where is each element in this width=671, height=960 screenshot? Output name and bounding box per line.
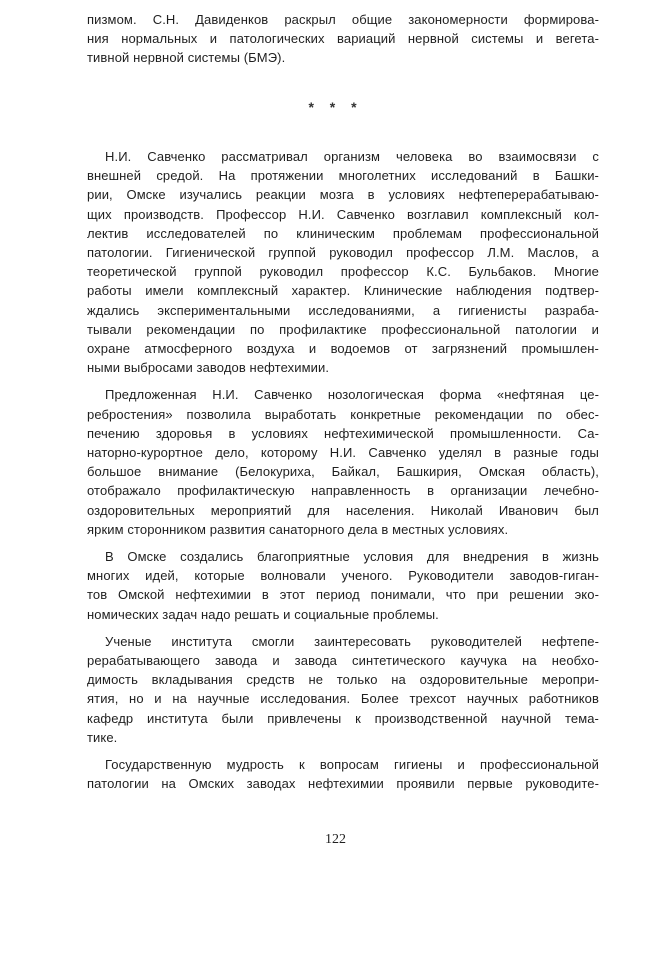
paragraph-4: [87, 632, 599, 747]
text-line: щих производств. Профессор Н.И. Савченко возглавил комплексный кол-: [87, 206, 599, 222]
text-line: тов Омской нефтехимии в этот период понимали, что при решении эко-: [87, 587, 599, 603]
text-line: тике.: [87, 729, 118, 745]
text-line: димость вкладывания средств не только на оздоровительные меропри-: [87, 672, 599, 688]
text-line: номических задач надо решать и социальные проблемы.: [87, 606, 439, 622]
text-line: ными выбросами заводов нефтехимии.: [87, 360, 330, 376]
text-line: ятия, но и на научные исследования. Более трехсот научных работников: [87, 691, 599, 707]
text-line: отображало профилактическую направленность в организации лечебно-: [87, 483, 599, 499]
section-separator: * * *: [308, 99, 363, 115]
text-line: Государственную мудрость к вопросам гигиены и профессиональной: [105, 757, 599, 773]
text-line: кафедр института были привлечены к производственной научной тема-: [87, 710, 599, 726]
text-line: многих идей, которые волновали ученого. Руководители заводов-гиган-: [87, 568, 599, 584]
text-line: печению здоровья в условиях нефтехимической промышленности. Са-: [87, 425, 599, 441]
text-line: ния нормальных и патологических вариаций нервной системы и вегета-: [87, 31, 599, 47]
text-line: тывали рекомендации по профилактике профессиональной патологии и: [87, 321, 599, 337]
text-line: Н.И. Савченко рассматривал организм человека во взаимосвязи с: [105, 149, 599, 164]
text-line: ребростения» позволила выработать конкретные рекомендации по обес-: [87, 406, 599, 422]
paragraph-5: [87, 755, 599, 793]
main-text: [87, 147, 599, 794]
paragraph-3: [87, 547, 599, 624]
text-line: Предложенная Н.И. Савченко нозологическая форма «нефтяная це-: [105, 387, 599, 403]
top-paragraph: [87, 10, 599, 68]
text-line: В Омске создались благоприятные условия для внедрения в жизнь: [105, 549, 599, 565]
text-line: патологии. Гигиенической группой руководил профессор Л.М. Маслов, а: [87, 245, 599, 261]
text-line: работы имели комплексный характер. Клинические наблюдения подтвер-: [87, 283, 599, 299]
paragraph-2: [87, 385, 599, 539]
text-line: патологии на Омских заводах нефтехимии проявили первые руководите-: [87, 776, 599, 792]
text-line: ждались экспериментальными исследованиями, а гигиенисты разраба-: [87, 302, 599, 318]
text-line: Ученые института смогли заинтересовать руководителей нефтепе-: [105, 633, 599, 649]
text-line: тивной нервной системы (БМЭ).: [87, 50, 286, 66]
text-line: лектив исследователей по клиническим проблемам профессиональной: [87, 225, 599, 241]
text-line: теоретической группой руководил профессор К.С. Бульбаков. Многие: [87, 264, 599, 280]
page-number: 122: [325, 832, 346, 847]
text-line: ярким сторонником развития санаторного дела в местных условиях.: [87, 521, 509, 537]
text-line: наторно-курортное дело, которому Н.И. Савченко уделял в разные годы: [87, 445, 599, 461]
text-line: пизмом. С.Н. Давиденков раскрыл общие закономерности формирова-: [87, 12, 599, 27]
text-line: оздоровительных мероприятий для населения. Николай Иванович был: [87, 502, 599, 518]
text-line: рии, Омске изучались реакции мозга в условиях нефтеперерабатываю-: [87, 187, 599, 203]
paragraph-1: [87, 147, 599, 377]
text-line: большое внимание (Белокуриха, Байкал, Башкирия, Омская область),: [87, 464, 599, 480]
text-line: охране атмосферного воздуха и водоемов от загрязнений промышлен-: [87, 341, 599, 357]
text-line: внешней средой. На протяжении многолетних исследований в Башки-: [87, 168, 599, 184]
text-line: рерабатывающего завода и завода синтетического каучука на необхо-: [87, 653, 599, 669]
